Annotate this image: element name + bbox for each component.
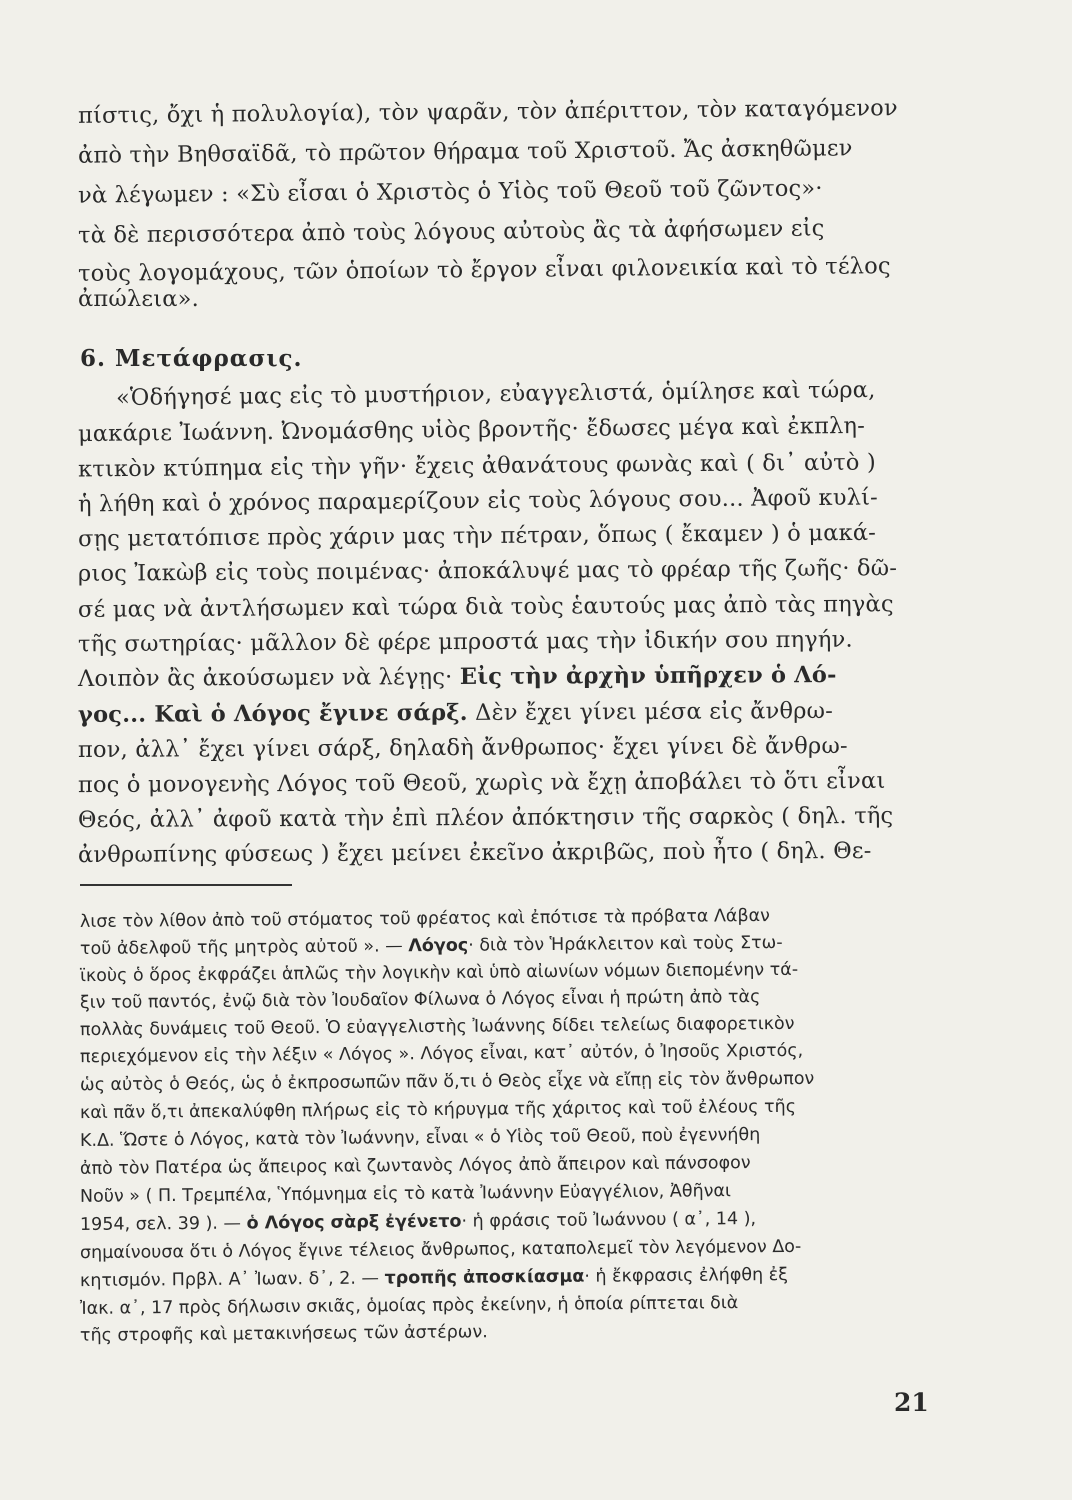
text-line: σῃς μετατόπισε πρὸς χάριν μας τὴν πέτραν, ὅπως ( ἔκαμεν ) ὁ μακά- <box>77 519 877 553</box>
text-line: σέ μας νὰ ἀντλήσωμεν καὶ τώρα διὰ τοὺς ἑαυτούς μας ἀπὸ τὰς πηγὰς <box>77 591 894 623</box>
footnote-line: Νοῦν » ( Π. Τρεμπέλα, Ὑπόμνημα εἰς τὸ κατὰ Ἰωάννην Εὐαγγέλιον, Ἀθῆναι <box>79 1181 731 1207</box>
text-line: «Ὁδήγησέ μας εἰς τὸ μυστήριον, εὐαγγελιστά, ὁμίλησε καὶ τώρα, <box>115 377 876 411</box>
footnote-line <box>79 1264 789 1292</box>
text-span: Δὲν ἔχει γίνει μέσα εἰς ἄνθρω- <box>467 698 834 726</box>
page-number: 21 <box>894 1388 929 1417</box>
text-span: Λοιπὸν ἂς ἀκούσωμεν νὰ λέγῃς· <box>77 663 460 692</box>
footnote-line: πολλὰς δυνάμεις τοῦ Θεοῦ. Ὁ εὐαγγελιστὴς Ἰωάννης δίδει τελείως διαφορετικὸν <box>79 1013 795 1041</box>
text-line: κτικὸν κτύπημα εἰς τὴν γῆν· ἔχεις ἀθανάτους φωνὰς καὶ ( δι᾽ αὐτὸ ) <box>77 449 877 483</box>
text-line: πον, ἀλλ᾽ ἔχει γίνει σάρξ, δηλαδὴ ἄνθρωπος· ἔχει γίνει δὲ ἄνθρω- <box>77 732 848 764</box>
footnote-line: ϊκοὺς ὁ ὅρος ἐκφράζει ἁπλῶς τὴν λογικὴν καὶ ὑπὸ αἰωνίων νόμων διεπομένην τά- <box>79 959 799 987</box>
text-line: ἡ λήθη καὶ ὁ χρόνος παραμερίζουν εἰς τοὺς λόγους σου... Ἀφοῦ κυλί- <box>77 484 879 518</box>
text-span: · ἡ φράσις τοῦ Ἰωάννου ( α᾽, 14 ), <box>461 1209 757 1232</box>
footnote-line: περιεχόμενον εἰς τὴν λέξιν « Λόγος ». Λόγος εἶναι, κατ᾽ αὐτόν, ὁ Ἰησοῦς Χριστός, <box>79 1040 804 1068</box>
text-line <box>78 664 837 690</box>
section-heading: 6. Μετάφρασις. <box>80 345 303 372</box>
text-line: Θεός, ἀλλ᾽ ἀφοῦ κατὰ τὴν ἐπὶ πλέον ἀπόκτησιν τῆς σαρκὸς ( δηλ. τῆς <box>77 802 894 834</box>
text-line: ἀνθρωπίνης φύσεως ) ἔχει μείνει ἐκεῖνο ἀκριβῶς, ποὺ ἦτο ( δηλ. Θε- <box>77 837 872 869</box>
footnote-term: ὁ Λόγος σὰρξ ἐγένετο <box>246 1211 462 1234</box>
bold-quote: γος... Καὶ ὁ Λόγος ἔγινε σάρξ. <box>77 699 468 728</box>
footnote-line: σημαίνουσα ὅτι ὁ Λόγος ἔγινε τέλειος ἄνθρωπος, καταπολεμεῖ τὸν λεγόμενον Δο- <box>79 1236 802 1264</box>
footnote-line <box>79 932 783 960</box>
text-span: κητισμόν. Πρβλ. Α᾽ Ἰωαν. δ᾽, 2. — <box>79 1268 385 1292</box>
text-line: τῆς σωτηρίας· μᾶλλον δὲ φέρε μπροστά μας τὴν ἰδικήν σου πηγήν. <box>77 626 853 658</box>
text-line: ἀπώλεια». <box>78 286 199 312</box>
footnote-divider <box>80 884 292 886</box>
text-line: νὰ λέγωμεν : «Σὺ εἶσαι ὁ Χριστὸς ὁ Υἱὸς τοῦ Θεοῦ τοῦ ζῶντος»· <box>77 175 823 209</box>
footnote-line: Κ.Δ. Ὥστε ὁ Λόγος, κατὰ τὸν Ἰωάννην, εἶναι « ὁ Υἱὸς τοῦ Θεοῦ, ποὺ ἐγεννήθη <box>79 1125 761 1151</box>
footnote-line: Ἰακ. α᾽, 17 πρὸς δήλωσιν σκιᾶς, ὁμοίας πρὸς ἐκείνην, ἡ ὁποία ρίπτεται διὰ <box>79 1293 739 1319</box>
footnote-line <box>80 1211 756 1234</box>
footnote-line: καὶ πᾶν ὅ,τι ἀπεκαλύφθη πλήρως εἰς τὸ κήρυγμα τῆς χάριτος καὶ τοῦ ἐλέους τῆς <box>79 1096 797 1124</box>
footnote-line: ξιν τοῦ παντός, ἐνῷ διὰ τὸν Ἰουδαῖον Φίλωνα ὁ Λόγος εἶναι ἡ πρώτη ἀπὸ τὰς <box>79 987 761 1013</box>
footnote-line: ὡς αὐτὸς ὁ Θεός, ὡς ὁ ἐκπροσωπῶν πᾶν ὅ,τι ὁ Θεὸς εἶχε νὰ εἴπῃ εἰς τὸν ἄνθρωπον <box>79 1068 815 1096</box>
text-line: ἀπὸ τὴν Βηθσαϊδᾶ, τὸ πρῶτον θήραμα τοῦ Χριστοῦ. Ἄς ἀσκηθῶμεν <box>77 135 853 169</box>
footnote-line: λισε τὸν λίθον ἀπὸ τοῦ στόματος τοῦ φρέατος καὶ ἐπότισε τὰ πρόβατα Λάβαν <box>79 905 771 933</box>
text-span: τοῦ ἀδελφοῦ τῆς μητρὸς αὐτοῦ ». — <box>79 936 409 960</box>
footnote-line: ἀπὸ τὸν Πατέρα ὡς ἄπειρος καὶ ζωντανὸς Λόγος ἀπὸ ἄπειρον καὶ πάνσοφον <box>79 1153 751 1179</box>
text-span: · διὰ τὸν Ἡράκλειτον καὶ τοὺς Στω- <box>468 932 783 956</box>
text-line: πίστις, ὄχι ἡ πολυλογία), τὸν ψαρᾶν, τὸν ἀπέριττον, τὸν καταγόμενον <box>77 95 898 129</box>
text-line: τὰ δὲ περισσότερα ἀπὸ τοὺς λόγους αὐτοὺς ἂς τὰ ἀφήσωμεν εἰς <box>77 215 825 249</box>
text-span: 1954, σελ. 39 ). — <box>79 1213 247 1235</box>
text-line: πος ὁ μονογενὴς Λόγος τοῦ Θεοῦ, χωρὶς νὰ ἔχῃ ἀποβάλει τὸ ὅτι εἶναι <box>77 767 886 799</box>
bold-quote: Εἰς τὴν ἀρχὴν ὑπῆρχεν ὁ Λό- <box>459 662 837 690</box>
text-line: ριος Ἰακὼβ εἰς τοὺς ποιμένας· ἀποκάλυψέ μας τὸ φρέαρ τῆς ζωῆς· δῶ- <box>77 555 898 587</box>
text-line <box>78 700 833 726</box>
footnote-term: τροπῆς ἀποσκίασμα <box>384 1266 585 1289</box>
text-span: · ἡ ἔκφρασις ἐλήφθη ἐξ <box>584 1264 789 1287</box>
footnote-line: τῆς στροφῆς καὶ μετακινήσεως τῶν ἀστέρων. <box>79 1322 488 1346</box>
footnote-term: Λόγος <box>408 935 469 957</box>
text-line: τοὺς λογομάχους, τῶν ὁποίων τὸ ἔργον εἶναι φιλονεικία καὶ τὸ τέλος <box>77 253 891 287</box>
text-line: μακάριε Ἰωάννη. Ὠνομάσθης υἱὸς βροντῆς· ἔδωσες μέγα καὶ ἐκπλη- <box>77 412 866 448</box>
